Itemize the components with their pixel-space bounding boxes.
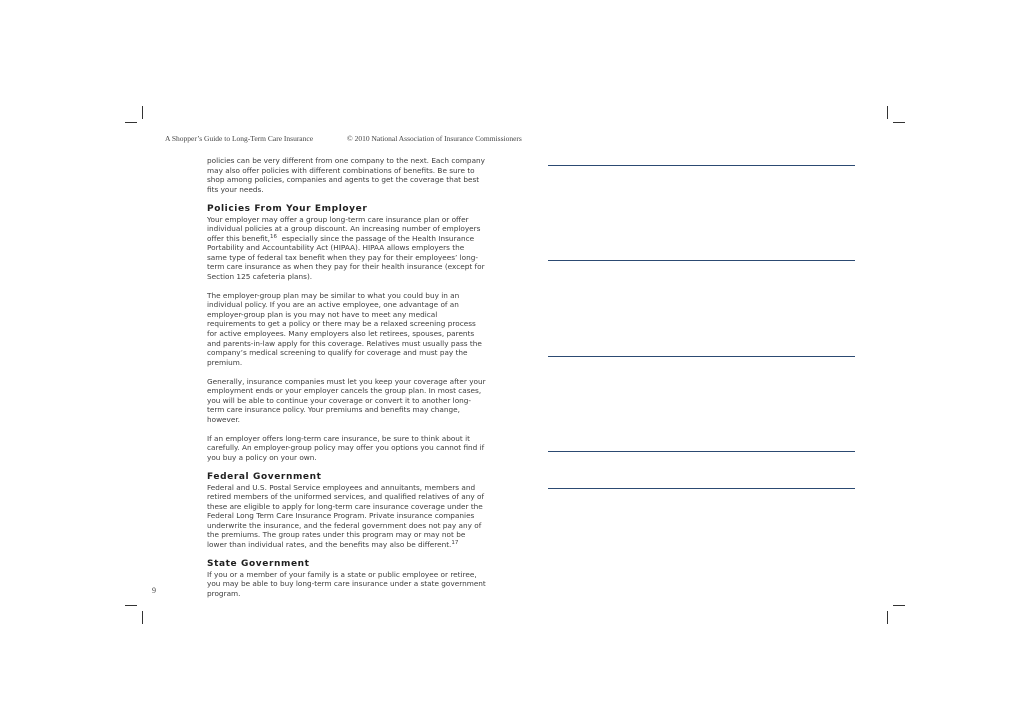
note-rule: [548, 488, 855, 489]
text-line: you buy a policy on your own.: [207, 452, 317, 462]
body-text: [207, 156, 497, 608]
text-line: Section 125 cafeteria plans).: [207, 271, 313, 281]
employer-paragraph-3: [207, 377, 497, 425]
text-line: company’s medical screening to qualify for coverage and must pay the: [207, 348, 468, 358]
text-line: If you or a member of your family is a state or public employee or retiree,: [207, 569, 477, 579]
text-line: term care insurance policy. Your premiums and benefits may change,: [207, 405, 460, 415]
text-line: If an employer offers long-term care insurance, be sure to think about it: [207, 433, 470, 443]
running-header-copyright: © 2010 National Association of Insurance Commissioners: [347, 134, 522, 143]
employer-paragraph-1: [207, 215, 497, 282]
crop-mark: [125, 122, 137, 123]
text-line: Generally, insurance companies must let you keep your coverage after your: [207, 376, 486, 386]
text-line: program.: [207, 589, 241, 599]
crop-mark: [893, 122, 905, 123]
employer-paragraph-2: [207, 291, 497, 367]
text-line: retired members of the uniformed services, and qualified relatives of any of: [207, 492, 485, 502]
text-line: The employer-group plan may be similar to what you could buy in an: [207, 290, 460, 300]
text-line: these are eligible to apply for long-term care insurance coverage under the: [207, 501, 483, 511]
section-heading-state: State Government: [207, 558, 310, 569]
text-line: and parents-in-law apply for this coverage. Relatives must usually pass the: [207, 338, 482, 348]
crop-mark: [893, 605, 905, 606]
federal-paragraph: [207, 483, 497, 550]
note-rule: [548, 451, 855, 452]
text-line: shop among policies, companies and agents to get the coverage that best: [207, 175, 480, 185]
employer-paragraph-4: [207, 434, 497, 463]
text-line: Your employer may offer a group long-term care insurance plan or offer: [207, 214, 469, 224]
text-line: [207, 540, 497, 550]
crop-mark: [887, 611, 888, 624]
text-line: policies can be very different from one company to the next. Each company: [207, 156, 485, 165]
note-rule: [548, 356, 855, 357]
text-line: individual policies at a group discount. An increasing number of employers: [207, 224, 481, 234]
text-line: Federal Long Term Care Insurance Program. Private insurance companies: [207, 511, 475, 521]
note-rule: [548, 165, 855, 166]
text-line: individual policy. If you are an active employee, one advantage of an: [207, 300, 459, 310]
running-header-title: A Shopper’s Guide to Long-Term Care Insurance: [165, 134, 314, 143]
text-line: premium.: [207, 357, 243, 367]
text-fragment: offer this benefit,: [207, 233, 270, 243]
text-line: underwrite the insurance, and the federal government does not pay any of: [207, 520, 482, 530]
crop-mark: [125, 605, 137, 606]
text-line: fits your needs.: [207, 184, 264, 194]
text-line: same type of federal tax benefit when they pay for their employees’ long-: [207, 252, 479, 262]
text-line: carefully. An employer-group policy may offer you options you cannot find if: [207, 443, 485, 453]
text-fragment: lower than individual rates, and the benefits may also be different.: [207, 540, 452, 549]
text-fragment: especially since the passage of the Health Insurance: [276, 233, 475, 243]
footnote-ref: 17: [451, 540, 459, 546]
text-line: may also offer policies with different combinations of benefits. Be sure to: [207, 165, 475, 175]
crop-mark: [142, 611, 143, 624]
intro-paragraph: [207, 156, 497, 194]
text-line: Federal and U.S. Postal Service employees and annuitants, members and: [207, 482, 476, 492]
text-line: employment ends or your employer cancels the group plan. In most cases,: [207, 386, 482, 396]
footnote-ref: 16: [269, 233, 277, 240]
crop-mark: [887, 106, 888, 119]
text-line: you will be able to continue your coverage or convert it to another long-: [207, 395, 472, 405]
note-rule: [548, 260, 855, 261]
text-line: for active employees. Many employers also let retirees, spouses, parents: [207, 328, 475, 338]
text-line: requirements to get a policy or there may be a relaxed screening process: [207, 319, 476, 329]
text-line: the premiums. The group rates under this program may or may not be: [207, 530, 466, 540]
text-line: you may be able to buy long-term care insurance under a state government: [207, 579, 486, 589]
text-line: term care insurance as when they pay for their health insurance (except for: [207, 262, 485, 272]
text-line: [207, 234, 497, 244]
text-line: employer-group plan is you may not have to meet any medical: [207, 309, 438, 319]
section-heading-federal: Federal Government: [207, 471, 322, 482]
text-line: Portability and Accountability Act (HIPAA). HIPAA allows employers the: [207, 243, 465, 253]
page-number: 9: [152, 586, 156, 595]
state-paragraph: [207, 570, 497, 599]
crop-mark: [142, 106, 143, 119]
text-line: however.: [207, 414, 241, 424]
section-heading-employer: Policies From Your Employer: [207, 203, 368, 214]
